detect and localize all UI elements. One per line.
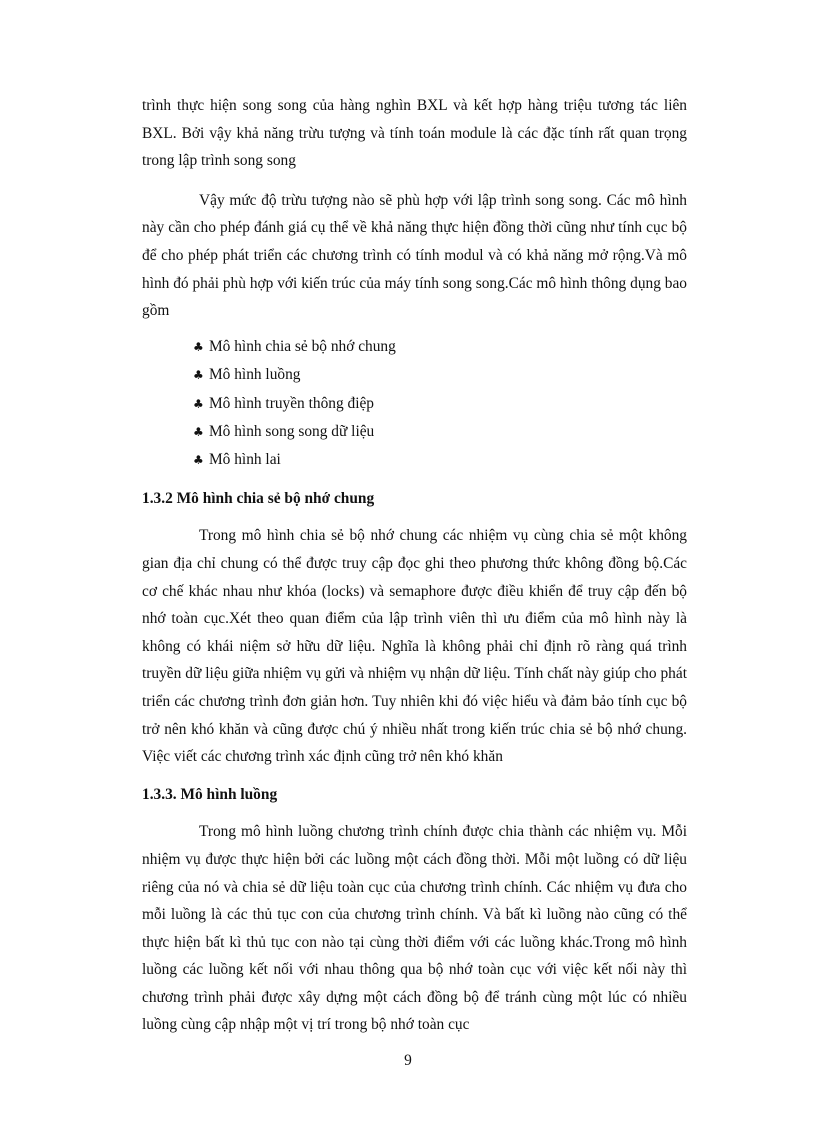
club-bullet-icon: ♣ <box>193 453 204 468</box>
club-bullet-icon: ♣ <box>193 339 204 354</box>
page-number: 9 <box>404 1052 412 1069</box>
list-item-label: Mô hình luồng <box>209 366 301 384</box>
shared-memory-paragraph: Trong mô hình chia sẻ bộ nhớ chung các nhiệm vụ cùng chia sẻ một không gian địa chỉ chung có thể được truy cập đọc ghi theo phương thức không đồng bộ.Các cơ chế khác nhau như khóa (locks) và semaphore được điều khiển để truy cập đến bộ nhớ toàn cục.Xét theo quan điểm của lập trình viên thì ưu điểm của mô hình này là không có khái niệm sở hữu dữ liệu. Nghĩa là không phải chỉ định rõ ràng quá trình truyền dữ liệu giữa nhiệm vụ gửi và nhiệm vụ nhận dữ liệu. Tính chất này giúp cho phát triển các chương trình đơn giản hơn. Tuy nhiên khi đó việc hiểu và đảm bảo tính cục bộ trở nên khó khăn và cũng được chú ý nhiều nhất trong kiến trúc chia sẻ bộ nhớ chung. Việc viết các chương trình xác định cũng trở nên khó khăn <box>142 527 687 766</box>
model-list <box>142 333 687 475</box>
list-item-label: Mô hình song song dữ liệu <box>209 422 375 440</box>
club-bullet-icon: ♣ <box>193 424 204 439</box>
list-item <box>193 418 687 446</box>
list-item <box>193 446 687 474</box>
abstraction-paragraph: Vậy mức độ trừu tượng nào sẽ phù hợp với lập trình song song. Các mô hình này cần cho phép đánh giá cụ thể về khả năng thực hiện đồng thời cũng như tính cục bộ để cho phép phát triển các chương trình có tính modul và có khả năng mở rộng.Và mô hình đó phải phù hợp với kiến trúc của máy tính song song.Các mô hình thông dụng bao gồm <box>142 191 687 320</box>
threads-paragraph: Trong mô hình luồng chương trình chính được chia thành các nhiệm vụ. Mỗi nhiệm vụ được thực hiện bởi các luồng một cách đồng thời. Mỗi một luồng có dữ liệu riêng của nó và chia sẻ dữ liệu toàn cục của chương trình chính. Các nhiệm vụ đưa cho mỗi luồng là các thủ tục con của chương trình chính. Và bất kì luồng nào cũng có thể thực hiện bất kì thủ tục con nào tại cùng thời điểm với các luồng khác.Trong mô hình luồng các luồng kết nối với nhau thông qua bộ nhớ toàn cục với việc kết nối này thì chương trình phải được xây dựng một cách đồng bộ để tránh cùng một lúc có nhiều luồng cùng cập nhập một vị trí trong bộ nhớ toàn cục <box>142 823 687 1034</box>
section-heading-shared-memory: 1.3.2 Mô hình chia sẻ bộ nhớ chung <box>142 489 375 507</box>
list-item <box>193 390 687 418</box>
club-bullet-icon: ♣ <box>193 368 204 383</box>
list-item-label: Mô hình chia sẻ bộ nhớ chung <box>209 337 396 355</box>
club-bullet-icon: ♣ <box>193 396 204 411</box>
list-item <box>193 333 687 361</box>
list-item-label: Mô hình truyền thông điệp <box>209 394 375 412</box>
list-item <box>193 361 687 389</box>
section-heading-threads: 1.3.3. Mô hình luồng <box>142 785 278 803</box>
intro-paragraph: trình thực hiện song song của hàng nghìn BXL và kết hợp hàng triệu tương tác liên BXL. Bởi vậy khả năng trừu tượng và tính toán module là các đặc tính rất quan trọng trong lập trình song song <box>142 97 687 170</box>
list-item-label: Mô hình lai <box>209 451 281 469</box>
page-content <box>142 92 687 1039</box>
